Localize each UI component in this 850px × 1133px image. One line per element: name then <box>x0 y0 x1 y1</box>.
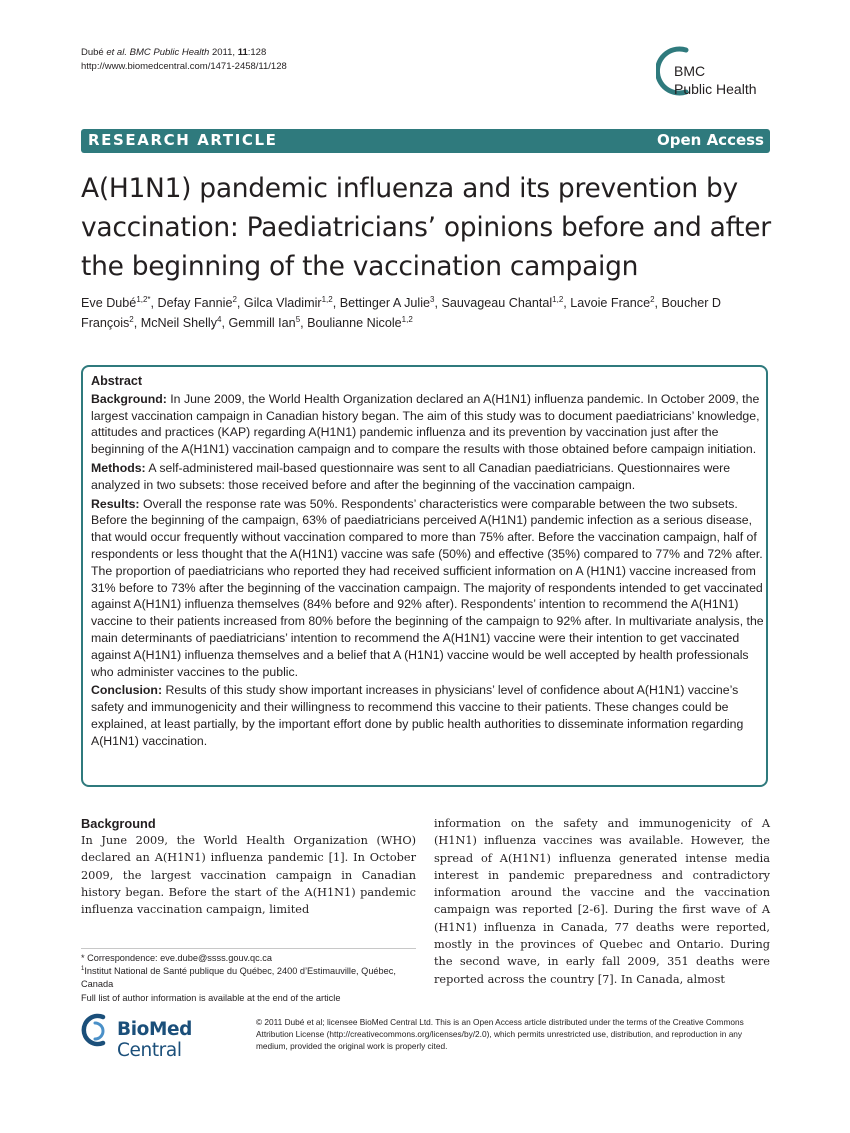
author-affiliation: 2 <box>232 294 237 304</box>
section-heading-background: Background <box>81 816 156 831</box>
open-access-label: Open Access <box>657 131 764 149</box>
logo-bmc-text: BMC <box>674 63 706 79</box>
abstract-box <box>81 365 768 787</box>
body-paragraph-left: In June 2009, the World Health Organization (WHO) declared an A(H1N1) influenza pandemic [1]. In October 2009, the largest vaccination campaign in Canadian history began. Before the start of the A(H1N1) pandemic influenza vaccination campaign, limited <box>81 834 416 917</box>
abstract-results: Results: Overall the response rate was 50%. Respondents’ characteristics were comparable between the two subsets. Before the beginning of the campaign, 63% of paediatricians perceived A(H1N1) pandemic infection as a serious disease, that would occur frequently without vaccination compared to more than 75% after. Before the vaccination campaign, half of respondents or less thought that the A(H1N1) vaccine was safe (50%) and effective (35%) compared to 77% and 72% after. The proportion of paediatricians who reported they had received sufficient information on A (H1N1) vaccine increased from 31% before to 73% after the beginning of the vaccination campaign. The majority of respondents intended to get vaccinated against A(H1N1) influenza themselves (84% before and 92% after). Respondents’ intention to recommend the A(H1N1) vaccine to their patients increased from 80% before the beginning of the campaign to 92% after. In multivariate analysis, the main determinants of paediatricians’ intention to recommend the A(H1N1) vaccine were their intention to get vaccinated against A(H1N1) influenza themselves and a belief that A (H1N1) vaccine would be well accepted by health professionals who administer vaccines to the public. <box>91 496 764 679</box>
author-affiliation: 2 <box>650 294 655 304</box>
abstract-methods: Methods: A self-administered mail-based questionnaire was sent to all Canadian paediatricians. Questionnaires were analyzed in two subsets: those received before and after the beginning of the vaccination campaign. <box>91 460 731 492</box>
logo-journal-text: Public Health <box>674 81 757 97</box>
author-affiliation: 1,2 <box>552 294 564 304</box>
citation-header <box>81 46 287 74</box>
author-affiliation: 1,2 <box>321 294 333 304</box>
body-paragraph-right: information on the safety and immunogenicity of A (H1N1) influenza vaccines was available. However, the spread of A(H1N1) influenza generated intense media interest in pandemic preparedness and contradictory information around the vaccine and the vaccination campaign was reported [2-6]. During the first wave of A (H1N1) influenza in Canada, 77 deaths were reported, mostly in the provinces of Quebec and Ontario. During the second wave, in early fall 2009, 351 deaths were reported across the country [7]. In Canada, almost <box>434 817 770 986</box>
author-item <box>244 296 333 310</box>
author-affiliation: 2 <box>129 314 134 324</box>
article-title: A(H1N1) pandemic influenza and its prevention by vaccination: Paediatricians’ opinions before and after the beginning of the vaccination campaign <box>81 173 771 282</box>
author-name: Defay Fannie <box>157 296 233 310</box>
license-text: © 2011 Dubé et al; licensee BioMed Central Ltd. This is an Open Access article distributed under the terms of the Creative Commons Attribution License (http://creativecommons.org/licenses/by/2.0), which permits unrestricted use, distribution, and reproduction in any medium, provided the original work is properly cited. <box>256 1017 744 1052</box>
abstract-content <box>91 373 765 752</box>
author-name: Gilca Vladimir <box>243 296 322 310</box>
author-item <box>442 296 564 310</box>
author-item <box>340 296 435 310</box>
abstract-heading: Abstract <box>91 374 143 388</box>
article-type-label: RESEARCH ARTICLE <box>88 131 278 149</box>
publisher-logo <box>81 1013 241 1061</box>
author-name: Gemmill Ian <box>228 316 296 330</box>
author-item <box>141 316 222 330</box>
body-column-right <box>434 815 770 988</box>
correspondence-note: * Correspondence: eve.dube@ssss.gouv.qc.ca <box>81 953 272 963</box>
author-item <box>229 316 301 330</box>
author-item <box>81 296 151 310</box>
article-url[interactable]: http://www.biomedcentral.com/1471-2458/11/128 <box>81 61 287 72</box>
author-name: Sauvageau Chantal <box>441 296 553 310</box>
author-name: Lavoie France <box>570 296 651 310</box>
article-type-banner <box>81 129 770 153</box>
author-affiliation: 1,2 <box>401 314 413 324</box>
footnotes <box>81 948 416 1005</box>
author-affiliation: 3 <box>430 294 435 304</box>
author-name: Bettinger A Julie <box>339 296 431 310</box>
body-column-left <box>81 815 416 918</box>
biomed-swirl-icon <box>81 1013 115 1047</box>
author-affiliation: 1,2* <box>136 294 151 304</box>
author-list: Eve Dubé$^{1,2*}$, Defay Fannie$^2$, Gilca Vladimir$^{1,2}$, Bettinger A Julie$^3$, Sauvageau Chantal$^{1,2}$, Lavoie France$^2$, Boucher D François$^2$, McNeil Shelly$^4$, Gemmill Ian$^5$, Boulianne Nicole$^{1,2}$ <box>81 294 722 330</box>
abstract-conclusion: Conclusion: Results of this study show important increases in physicians’ level of confidence about A(H1N1) vaccine’s safety and immunogenicity and their willingness to recommend this vaccine to their patients. These changes could be explained, at least partially, by the important effort done by public health authorities to disseminate information regarding A(H1N1) vaccination. <box>91 683 744 748</box>
journal-logo <box>656 46 774 106</box>
author-name: Eve Dubé <box>81 296 137 310</box>
author-name: McNeil Shelly <box>140 316 218 330</box>
author-name: Boucher D François <box>81 296 722 330</box>
author-affiliation: 4 <box>217 314 222 324</box>
biomed-wordmark: BioMed Central <box>117 1019 192 1061</box>
author-item <box>158 296 237 310</box>
author-name: Boulianne Nicole <box>307 316 402 330</box>
author-item <box>570 296 654 310</box>
abstract-background: Background: In June 2009, the World Health Organization declared an A(H1N1) influenza pandemic. In October 2009, the largest vaccination campaign in Canadian history began. The aim of this study was to document paediatricians’ knowledge, attitudes and practices (KAP) regarding A(H1N1) pandemic influenza and its prevention by vaccination just after the beginning of the A(H1N1) vaccination campaign and to compare the results with those obtained before campaign initiation. <box>91 391 760 457</box>
affiliation-note: $^1$Institut National de Santé publique du Québec, 2400 d’Estimauville, Québec, Canada <box>81 966 396 990</box>
author-item <box>307 316 413 330</box>
full-list-note: Full list of author information is available at the end of the article <box>81 992 341 1003</box>
author-affiliation: 5 <box>295 314 301 324</box>
citation-line: Dubé et al. BMC Public Health 2011, 11:128 <box>81 47 267 58</box>
